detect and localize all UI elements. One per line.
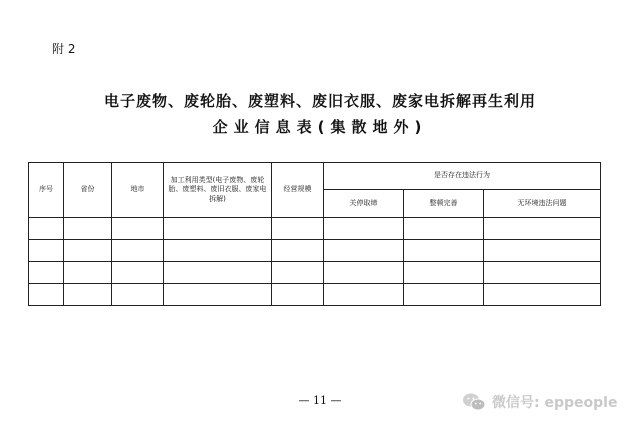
table-cell[interactable]: [404, 262, 484, 284]
enterprise-info-table: [28, 162, 601, 306]
table-cell[interactable]: [164, 240, 272, 262]
table-cell[interactable]: [324, 284, 404, 306]
table-cell[interactable]: [484, 284, 601, 306]
wechat-watermark: [462, 392, 617, 412]
table-row: [29, 218, 601, 240]
table-cell[interactable]: [112, 284, 164, 306]
table-cell[interactable]: [112, 240, 164, 262]
table-cell[interactable]: [272, 262, 324, 284]
table-cell[interactable]: [64, 262, 112, 284]
table-cell[interactable]: [484, 262, 601, 284]
header-seq: 序号: [29, 163, 64, 218]
document-title-line-2: 企业信息表(集散地外): [212, 118, 428, 136]
table-cell[interactable]: [272, 218, 324, 240]
table-cell[interactable]: [112, 218, 164, 240]
appendix-label: 附 2: [52, 42, 76, 56]
table-cell[interactable]: [272, 240, 324, 262]
table-cell[interactable]: [484, 218, 601, 240]
table-row: [29, 240, 601, 262]
header-business-scale: 经营规模: [272, 163, 324, 218]
header-no-violation: 无环境违法问题: [484, 190, 601, 218]
header-processing-type: 加工利用类型(电子废物、废轮胎、废塑料、废旧衣服、废家电拆解): [164, 163, 272, 218]
table-cell[interactable]: [164, 218, 272, 240]
watermark-text: 微信号: eppeople: [492, 395, 618, 411]
table-cell[interactable]: [324, 240, 404, 262]
table-row: [29, 284, 601, 306]
header-rectification: 整顿完善: [404, 190, 484, 218]
header-city: 地市: [112, 163, 164, 218]
table-cell[interactable]: [484, 240, 601, 262]
wechat-icon: [462, 392, 486, 412]
table-cell[interactable]: [404, 240, 484, 262]
table-row: [29, 262, 601, 284]
page-number: — 11 —: [298, 394, 342, 407]
table-cell[interactable]: [404, 218, 484, 240]
header-violation-group: 是否存在违法行为: [324, 163, 601, 190]
header-province: 省份: [64, 163, 112, 218]
table-cell[interactable]: [324, 262, 404, 284]
table-cell[interactable]: [29, 218, 64, 240]
table-cell[interactable]: [404, 284, 484, 306]
table-cell[interactable]: [64, 218, 112, 240]
table-cell[interactable]: [164, 262, 272, 284]
table-cell[interactable]: [112, 262, 164, 284]
table-cell[interactable]: [29, 262, 64, 284]
table-cell[interactable]: [324, 218, 404, 240]
table-cell[interactable]: [29, 240, 64, 262]
table-cell[interactable]: [164, 284, 272, 306]
table-cell[interactable]: [64, 284, 112, 306]
header-shutdown: 关停取缔: [324, 190, 404, 218]
table-cell[interactable]: [272, 284, 324, 306]
document-title-line-1: 电子废物、废轮胎、废塑料、废旧衣服、废家电拆解再生利用: [103, 92, 536, 110]
table-cell[interactable]: [64, 240, 112, 262]
table-cell[interactable]: [29, 284, 64, 306]
